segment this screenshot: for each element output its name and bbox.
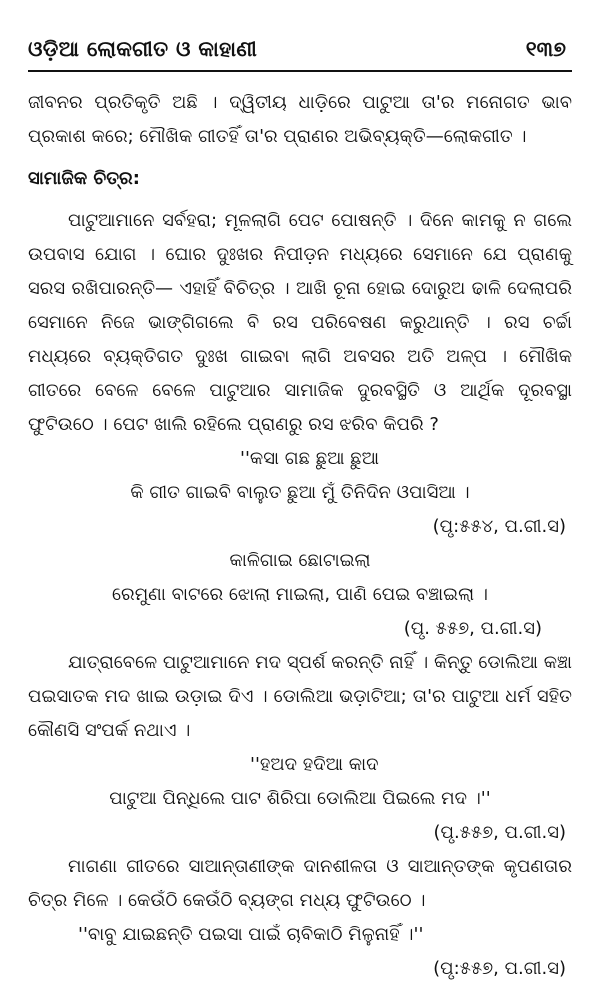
- verse-line: କି ଗୀତ ଗାଇବି ବାଲୁତ ଛୁଆ ମୁଁ ତିନିଦିନ ଓପାସିଆ ।: [130, 482, 470, 503]
- verse-line: ରେମୁଣା ବାଟରେ ଝୋଲା ମାଇଲା, ପାଣି ପେଇ ବଞ୍ଚାଇଲା ।: [112, 584, 488, 605]
- paragraph-liquor: ଯାତ୍ରାବେଳେ ପାଟୁଆମାନେ ମଦ ସ୍ପର୍ଶ କରନ୍ତି ନାହିଁ । କିନ୍ତୁ ଡୋଲିଆ କଞ୍ଚା ପଇସାତକ ମଦ ଖାଇ ଉଡ଼ାଇ ଦିଏ । ଡୋଲିଆ ଭଡ଼ାଟିଆ; ତା'ର ପାଟୁଆ ଧର୍ମ ସହିତ କୌଣସି ସଂପର୍କ ନଥାଏ ।: [28, 652, 572, 741]
- verse-line: ''କସା ଗଛ ଛୁଆ ଛୁଆ: [240, 448, 380, 469]
- paragraph-begging-song: ମାଗଣା ଗୀତରେ ସାଆନ୍ତାଣୀଙ୍କ ଦାନଶୀଳତା ଓ ସାଆନ୍ତଙ୍କ କୃପଣତାର ଚିତ୍ର ମିଳେ । କେଉଁଠି କେଉଁଠି ବ୍ୟଙ୍ଗ ମଧ୍ୟ ଫୁଟିଉଠେ ।: [28, 856, 572, 911]
- citation: (ପୃ. ୫୫୭, ପ.ଗୀ.ସ): [403, 618, 542, 639]
- citation: (ପୃ:୫୫୪, ପ.ଗୀ.ସ): [432, 516, 566, 537]
- book-title: ଓଡ଼ିଆ ଲୋକଗୀତ ଓ କାହାଣୀ: [28, 37, 258, 61]
- verse-4: [28, 918, 572, 986]
- section-heading: ସାମାଜିକ ଚିତ୍ର:: [28, 168, 140, 189]
- verse-line: ପାଟୁଆ ପିନ୍ଧିଲେ ପାଟ ଶିରିପା ଡୋଲିଆ ପିଇଲେ ମଦ ।'': [109, 788, 491, 809]
- verse-line: କାଳିଗାଇ ଛୋଟାଇଲା: [229, 550, 371, 571]
- verse-line: ''ବାବୁ ଯାଇଛନ୍ତି ପଇସା ପାଇଁ ଚାବିକାଠି ମିଳୁନାହିଁ ।'': [78, 924, 424, 945]
- verse-2: [28, 544, 572, 646]
- citation: (ପୃ:୫୫୭, ପ.ଗୀ.ସ): [433, 958, 566, 979]
- header-rule: [28, 70, 572, 72]
- verse-3: [28, 748, 572, 850]
- citation: (ପୃ.୫୫୭, ପ.ଗୀ.ସ): [433, 822, 566, 843]
- paragraph-social-picture: ପାଟୁଆମାନେ ସର୍ବହରା; ମୂଳଲାଗି ପେଟ ପୋଷନ୍ତି । ଦିନେ କାମକୁ ନ ଗଲେ ଉପବାସ ଯୋଗ । ଘୋର ଦୁଃଖର ନିପୀଡ଼ନ ମଧ୍ୟରେ ସେମାନେ ଯେ ପ୍ରାଣକୁ ସରସ ରଖିପାରନ୍ତି— ଏହାହିଁ ବିଚିତ୍ର । ଆଖି ଚୂନା ହୋଇ ଦୋରୁଅ ଢାଳି ଦେଲାପରି ସେମାନେ ନିଜେ ଭାଙ୍ଗିଗଲେ ବି ରସ ପରିବେଷଣ କରୁଥାନ୍ତି । ରସ ଚର୍ଚ୍ଚା ମଧ୍ୟରେ ବ୍ୟକ୍ତିଗତ ଦୁଃଖ ଗାଇବା ଲାଗି ଅବସର ଅତି ଅଳ୍ପ । ମୌଖିକ ଗୀତରେ ବେଳେ ବେଳେ ପାଟୁଆର ସାମାଜିକ ଦୁରବସ୍ଥିତି ଓ ଆର୍ଥିକ ଦୂରବସ୍ଥା ଫୁଟିଉଠେ । ପେଟ ଖାଲି ରହିଲେ ପ୍ରାଣରୁ ରସ ଝରିବ କିପରି ?: [28, 210, 572, 435]
- running-header: [28, 28, 572, 62]
- verse-line: ''ହଅଦ ହଦିଆ କାଦ: [250, 754, 379, 775]
- page-number: ୧୩୭: [525, 37, 566, 61]
- intro-paragraph: ଜୀବନର ପ୍ରତିକୃତି ଅଛି । ଦ୍ୱିତୀୟ ଧାଡ଼ିରେ ପାଟୁଆ ତା'ର ମନୋଗତ ଭାବ ପ୍ରକାଶ କରେ; ମୌଖିକ ଗୀତହିଁ ତା'ର ପ୍ରାଣର ଅଭିବ୍ୟକ୍ତି—ଲୋକଗୀତ ।: [28, 92, 572, 147]
- verse-1: [28, 442, 572, 544]
